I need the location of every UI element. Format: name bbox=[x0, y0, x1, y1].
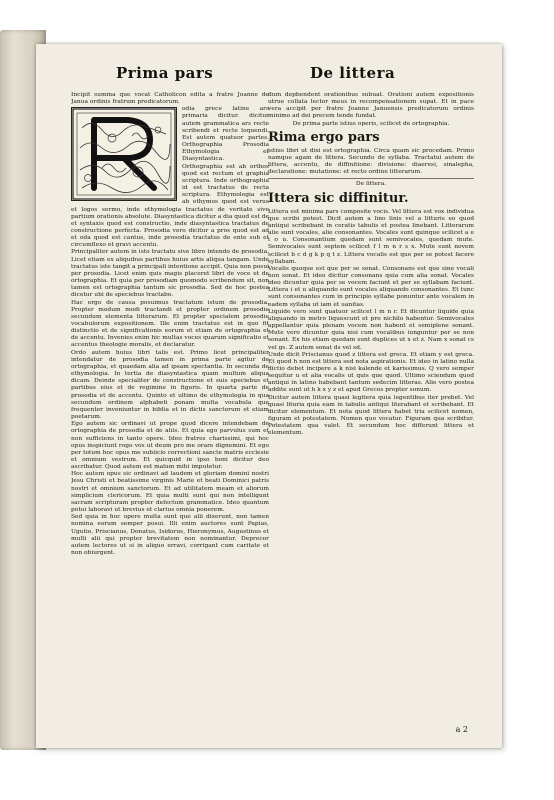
left-paragraph: Orthographia est ab orthos quod est rectum et graphia scriptura. Inde orthographia id est tractatus de recta scriptura. Ethymologia est ab ethymos quod est verus et logos sermo, inde ethymologia tractatus de veritate sive partium orationis absolute. Diasyntastica dicitur a dia quod est de et syntaxis quod est constructio, inde diasyntastica tractatus de constructione perfecta. Prosodia vero dicitur a pros quod est ad et oda quod est cantus, inde prosodia tractatus de ente sub et circumflexo et gravi accentu. bbox=[71, 163, 269, 249]
incipit: Incipit summa que vocat Catholicon edita a fratre Joanne de Janua ordinis fratrum predicatorum. bbox=[71, 92, 269, 106]
decorated-initial-r bbox=[71, 107, 177, 201]
right-paragraph: Dicitur autem littera quasi legitera quia legentibus iter prebet. Vel quasi lituria quia eam in tabulis antiqui literabant et scribebant. Et dicitur elementum. Et nota quod littera habet tria scilicet nomen, figuram et potestatem. Nomen quo vocatur. Figuram qua scribitur. Potestatem qua valet. Et secundum hoc differunt littera et elementum. bbox=[268, 394, 474, 437]
right-paragraph: Vocalis quoque est que per se sonat. Consonans est que sine vocali non sonat. Et ideo dicitur consonans quia cum alia sonat. Vocales ideo dicuntur quia per se vocem faciunt et per se syllabam faciunt. Littera i et u aliquando sunt vocales aliquando consonantes. Et tunc sunt consonantes cum in principio syllabe ponuntur ante vocalem in eadem syllaba ut iam et uanitas. bbox=[268, 265, 474, 308]
right-after-heading: istius libri ut dixi est ortographia. Circa quam sic procedam. Primo namque agam de littera. Secundo de syllaba. Tractatui autem de littera, accentu, de diffinitione: divisione: diaeresi, sinalepha, declaratione: mutatione: et recto ordine litterarum. bbox=[268, 147, 474, 176]
prima-pars-heading: Rima ergo pars bbox=[268, 129, 380, 145]
left-paragraph: Ordo autem huius libri talis est. Primo licet principaliter intendatur de prosodia tamen in prima parte agitur de ortographia, et quaedam alia ad ipsam spectantia. In secunda de ethymologia. In tertia de diasyntastica quam multum aliqua dicam. Deinde specialiter de constructione et suis speciebus et partibus eius et de regimine in figuris. In quarta parte de prosodia et de accentu. Quinto et ultimo de ethymologia in qua secundum ordinem alphabeti ponam multa vocabula que frequenter inveniuntur in biblia et in dictis sanctorum et etiam poetarum. bbox=[71, 349, 269, 421]
divider bbox=[268, 178, 474, 179]
left-column bbox=[71, 92, 269, 722]
right-paragraph: Liquide vero sunt quatuor scilicet l m n r. Et dicuntur liquide quia aliquando in metro liquescunt et pro nichilo habentur. Semivocales appellantur quia plenam vocem non habent et semiplene sonant. Mute vero dicuntur quia nisi cum vocalibus iunguntur per se non sonant. Ex his etiam quedam sunt duplices ut x et z. Nam x sonat cs vel gs. Z autem sonat ds vel sd. bbox=[268, 308, 474, 351]
running-head-left: Prima pars bbox=[116, 64, 214, 82]
running-head bbox=[36, 64, 502, 88]
right-column bbox=[268, 92, 474, 722]
left-paragraph: Principaliter autem in isto tractatu sive libro intendo de prosodia. Licet etiam ex aliquibus partibus huius artis aliqua tangam. Unde tractatus iste tangit a principali intentione accipit. Quia non posui per prosodia. Licet enim quis magis placeret libri de voce et de ortographia. Et quia per prosodiam quomodo scribendum sit, non tamen est ortographia tantum sic prosodia. Sed de hoc postea dicetur ubi de speciebus tractabo. bbox=[71, 249, 269, 299]
woodcut-initial-illustration bbox=[72, 108, 176, 200]
right-intro: dum depbendent orationibus subuat. Orationi autem expositionis utrue collata lector meus in recompensationem supat. Et in pace vera accipit per fratre Joanne Januensis predicatorum ordinis minimo ad dei precem tende fundat. bbox=[268, 92, 474, 120]
right-paragraph: Littera est minima pars composite vocis. Vel littera est vox individua que scribi potest. Dicit autem a lino linis vel a litturis eo quod antiqui scribebant in ceratis tabulis et postea linebant. Litterarum alie sunt vocales, alie consonantes. Vocales sunt quinque scilicet a e i o u. Consonantium quedam sunt semivocales, quedam mute. Semivocales sunt septem scilicet f l m n r s x. Mute sunt novem scilicet b c d g k p q t z. Littera vocalis est que per se potest facere syllabam. bbox=[268, 208, 474, 265]
signature-mark: a 2 bbox=[455, 725, 468, 734]
right-paragraph: Unde dicit Priscianus quod z littera est greca. Et etiam y est greca. Et quod h non est littera sed nota aspirationis. Et ideo in latino nulla dictio debet incipere a k nisi kalende et karissimus. Q vero semper sequitur u et alia vocalis ut quis que quod. Ultimo sciendum quod antiqui in latino habebant tantum sedecim litteras. Alie vero postea addite sunt ut h k x y z et apud Grecos propter sonum. bbox=[268, 351, 474, 394]
left-paragraph: Sed quia in hoc opere multa sunt que alii dixerunt, non tamen nomina eorum semper posui. Illi enim auctores sunt Papias, Ugutio, Priscianus, Donatus, Isidorus, Hieronymus, Augustinus et multi alii qui propter brevitatem non nominantur. Deprecor autem lectores ut si in aliquo erravi, corrigant cum caritate et non obiurgent. bbox=[71, 514, 269, 556]
page-leaf bbox=[36, 44, 502, 748]
left-paragraph: Hac ergo de causa posuimus tractatum istum de prosodia. Propter modum modi tractandi et propter ordinem prosodie secundum elementa litterarum. Et propter specialem prosodie vocabulorum expositionem. Ille enim tractatus est in quo fit distinctio et de significationis eorum et etiam de ortographia et de accentu. Invenies enim hic multas voces quarum significatio et accentus theologie moralis, et declaratur. bbox=[71, 299, 269, 349]
littera-heading: Ittera sic diffinitur. bbox=[268, 190, 409, 206]
left-paragraph: Ego autem sic ordinavi ut prope quod dicere intendebam de ortographia de prosodia et de aliis. Et quia ego parvulus sum et non sufficiens in tanto opere. Ideo fratres charissimi, qui hoc opus inspiciunt rogo vos ut deum pro me orare dignemini. Et ego per totum hoc opus me subiicio correctioni sancte matris ecclesie et omnium vestrum. Et quicquid in ipso boni dicitur deo ascribatur. Quod autem est malum mihi imputetur. bbox=[71, 421, 269, 471]
running-head-right: De littera bbox=[310, 64, 396, 82]
left-paragraph: Hoc autem opus sic ordinavi ad laudem et gloriam domini nostri Jesu Christi et beatissime virginis Marie et beati Dominici patris nostri et omnium sanctorum. Et ad utilitatem meam et aliorum simplicium clericorum. Et quia multi sunt qui non intelligunt sacram scripturam propter defectum grammatice. Ideo quantum potui laboravi ut brevius et clarius omnia ponerem. bbox=[71, 471, 269, 514]
rubric-de-littera: De littera. bbox=[355, 181, 387, 188]
left-paragraph: odia grece latine ars primaria dicitur. dicitur autem grammatica ars recte scribendi et recte loquendi. Est autem quatuor partes. Orthographia Prosodia Ethymologia et Diasyntastica. bbox=[182, 106, 269, 163]
first-part-heading: De prima parte istius operis, scilicet de ortographia. bbox=[292, 120, 450, 127]
